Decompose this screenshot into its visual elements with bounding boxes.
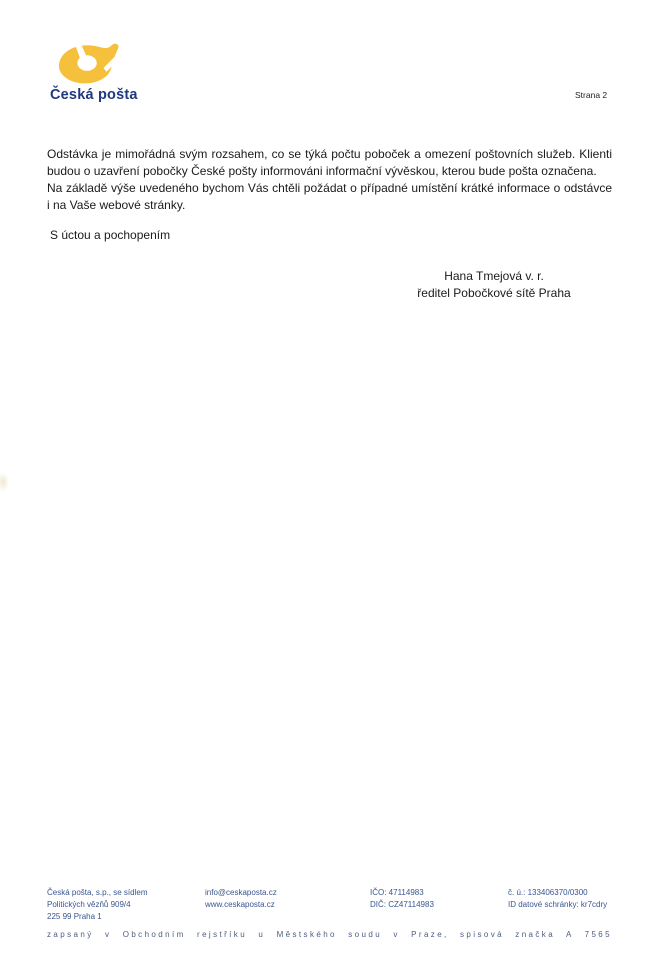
- footer-ico: IČO: 47114983: [370, 888, 424, 897]
- body-line: Odstávka je mimořádná svým rozsahem, co se týká počtu poboček a omezení poštovních služeb. Klienti: [47, 147, 612, 161]
- body-paragraph: [47, 146, 612, 214]
- closing-salutation: S úctou a pochopením: [50, 228, 171, 242]
- body-line: budou o uzavření pobočky České pošty informováni informační vývěskou, kterou bude pošta označena.: [47, 164, 597, 178]
- footer-address-line: Politických vězňů 909/4: [47, 900, 131, 909]
- body-line: Na základě výše uvedeného bychom Vás chtěli požádat o případné umístění krátké informace o odstávce: [47, 181, 612, 195]
- posthorn-icon: [58, 43, 120, 85]
- footer-databox: ID datové schránky: kr7cdry: [508, 900, 608, 909]
- footer-contact: [205, 887, 277, 911]
- registration-line: zapsaný v Obchodním rejstříku u Městského soudu v Praze, spisová značka A 7565: [47, 930, 612, 939]
- brand-name: Česká pošta: [50, 87, 138, 103]
- page-number: Strana 2: [575, 90, 608, 100]
- signature-name: Hana Tmejová v. r.: [444, 269, 544, 283]
- signature-title: ředitel Pobočkové sítě Praha: [417, 286, 571, 300]
- fold-mark: [0, 472, 9, 492]
- footer-address: [47, 887, 148, 923]
- footer-address-line: 225 99 Praha 1: [47, 912, 102, 921]
- footer-contact-email: info@ceskaposta.cz: [205, 888, 277, 897]
- footer-contact-web: www.ceskaposta.cz: [205, 900, 275, 909]
- footer-dic: DIČ: CZ47114983: [370, 900, 434, 909]
- footer-company-ids: [370, 887, 434, 911]
- footer-account: č. ú.: 133406370/0300: [508, 888, 588, 897]
- signature-block: [374, 268, 614, 302]
- body-line: i na Vaše webové stránky.: [47, 198, 186, 212]
- footer-address-line: Česká pošta, s.p., se sídlem: [47, 888, 148, 897]
- footer-bank-info: [508, 887, 607, 911]
